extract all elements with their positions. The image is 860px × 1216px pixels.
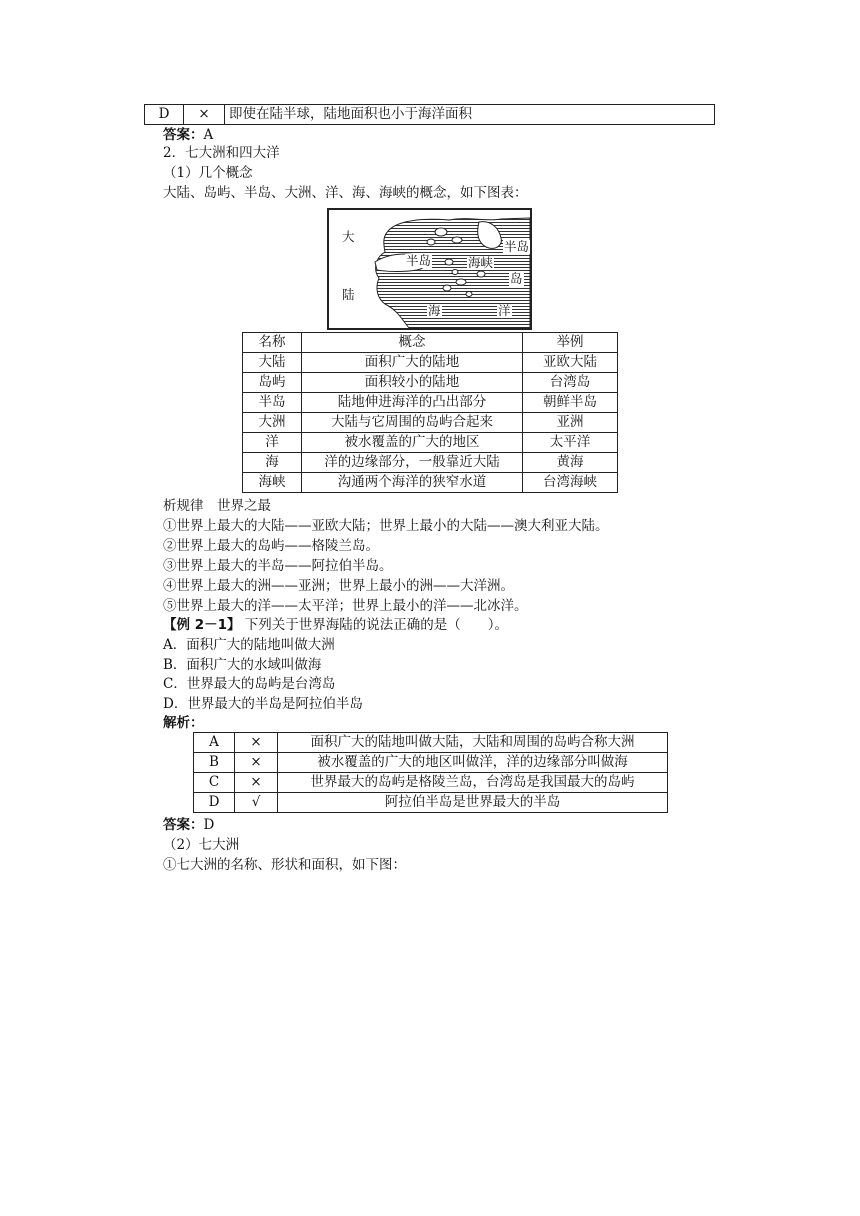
map-label-dalu-1: 大 [342, 229, 355, 244]
example-question-text: 下列关于世界海陆的说法正确的是（ ）。 [240, 617, 509, 633]
option-b: B．面积广大的水域叫做海 [163, 657, 322, 673]
map-label-dalu-2: 陆 [342, 287, 355, 302]
table-row [243, 453, 618, 473]
table-row [194, 733, 668, 753]
table-cell: 洋 [243, 433, 302, 453]
table-cell: × [235, 753, 278, 773]
rule-item: ①世界上最大的大陆——亚欧大陆；世界上最小的大陆——澳大利亚大陆。 [163, 518, 609, 534]
table-row [243, 353, 618, 373]
table-header-row [243, 333, 618, 353]
table-cell: 大陆 [243, 353, 302, 373]
top-answer-table [144, 104, 715, 125]
sub-2-text: ①七大洲的名称、形状和面积，如下图： [163, 857, 406, 873]
table-row [243, 473, 618, 493]
column-header: 名称 [243, 333, 302, 353]
table-cell: √ [235, 793, 278, 813]
table-row [243, 413, 618, 433]
table-cell: 被水覆盖的广大的地区叫做洋，洋的边缘部分叫做海 [278, 753, 668, 773]
explanation-cell: 即使在陆半球，陆地面积也小于海洋面积 [225, 105, 715, 125]
table-cell: A [194, 733, 235, 753]
table-cell: 陆地伸进海洋的凸出部分 [302, 393, 523, 413]
rule-title: 析规律 世界之最 [163, 498, 271, 514]
table-cell: 岛屿 [243, 373, 302, 393]
table-cell: 面积广大的陆地 [302, 353, 523, 373]
table-cell: 大陆与它周围的岛屿合起来 [302, 413, 523, 433]
table-cell: 太平洋 [523, 433, 618, 453]
concept-table [242, 332, 618, 493]
table-cell: 亚欧大陆 [523, 353, 618, 373]
table-cell: C [194, 773, 235, 793]
analysis-table [193, 732, 668, 813]
table-cell: 亚洲 [523, 413, 618, 433]
table-cell: 面积较小的陆地 [302, 373, 523, 393]
section-2-title: 2．七大洲和四大洋 [163, 145, 280, 161]
table-cell: B [194, 753, 235, 773]
rule-item: ②世界上最大的岛屿——格陵兰岛。 [163, 538, 379, 554]
table-cell: 海 [243, 453, 302, 473]
example-label: 【例 2－1】 [163, 617, 241, 633]
option-a: A．面积广大的陆地叫做大洲 [163, 637, 335, 653]
table-row [194, 753, 668, 773]
answer-1: 答案：A [163, 127, 214, 143]
table-cell: D [194, 793, 235, 813]
map-label-bandao-right: 半岛 [504, 239, 530, 254]
table-row [145, 105, 715, 125]
table-cell: 沟通两个海洋的狭窄水道 [302, 473, 523, 493]
option-c: C．世界最大的岛屿是台湾岛 [163, 676, 336, 692]
table-cell: 半岛 [243, 393, 302, 413]
intro-text: 大陆、岛屿、半岛、大洲、洋、海、海峡的概念，如下图表： [163, 185, 528, 201]
concept-map [327, 208, 532, 330]
sub-1-title: （1）几个概念 [163, 165, 253, 181]
map-label-hai: 海 [428, 303, 441, 318]
answer-2: 答案：D [163, 817, 215, 833]
table-cell: 海峡 [243, 473, 302, 493]
map-label-haixia: 海峡 [468, 255, 494, 270]
table-cell: 台湾岛 [523, 373, 618, 393]
table-row [243, 393, 618, 413]
map-label-dao: 岛 [510, 271, 523, 286]
column-header: 举例 [523, 333, 618, 353]
table-cell: 洋的边缘部分，一般靠近大陆 [302, 453, 523, 473]
table-row [194, 773, 668, 793]
table-cell: × [235, 733, 278, 753]
table-cell: 阿拉伯半岛是世界最大的半岛 [278, 793, 668, 813]
table-row [243, 373, 618, 393]
table-cell: 大洲 [243, 413, 302, 433]
rule-item: ③世界上最大的半岛——阿拉伯半岛。 [163, 558, 393, 574]
map-label-bandao-left: 半岛 [406, 253, 432, 268]
rule-item: ⑤世界上最大的洋——太平洋；世界上最小的洋——北冰洋。 [163, 598, 528, 614]
table-cell: × [235, 773, 278, 793]
option-cell: D [145, 105, 184, 125]
mark-cell: × [184, 105, 225, 125]
option-d: D．世界最大的半岛是阿拉伯半岛 [163, 696, 363, 712]
table-row [243, 433, 618, 453]
table-row [194, 793, 668, 813]
table-cell: 朝鲜半岛 [523, 393, 618, 413]
table-cell: 被水覆盖的广大的地区 [302, 433, 523, 453]
table-cell: 面积广大的陆地叫做大陆，大陆和周围的岛屿合称大洲 [278, 733, 668, 753]
rule-item: ④世界上最大的洲——亚洲；世界上最小的洲——大洋洲。 [163, 578, 514, 594]
map-label-yang: 洋 [498, 303, 511, 318]
table-cell: 台湾海峡 [523, 473, 618, 493]
table-cell: 世界最大的岛屿是格陵兰岛，台湾岛是我国最大的岛屿 [278, 773, 668, 793]
example-question [163, 616, 508, 634]
sub-2-title: （2）七大洲 [163, 837, 240, 853]
column-header: 概念 [302, 333, 523, 353]
table-cell: 黄海 [523, 453, 618, 473]
analysis-label: 解析： [163, 715, 204, 731]
